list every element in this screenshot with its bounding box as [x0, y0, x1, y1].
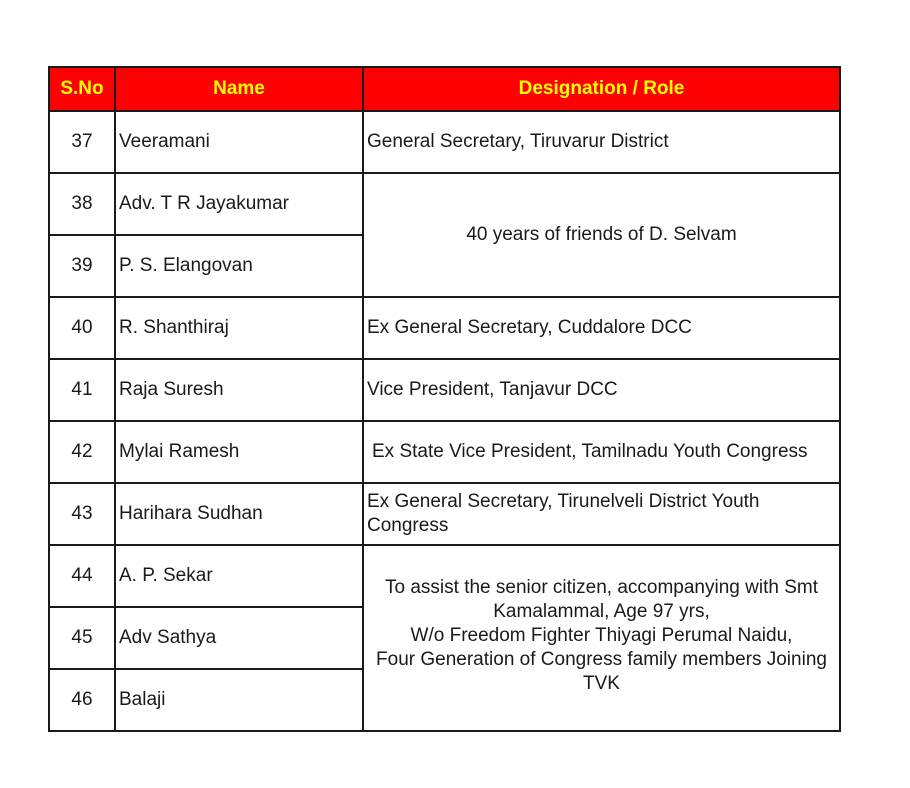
row-role-merged: 40 years of friends of D. Selvam [363, 173, 840, 297]
table-row [49, 483, 840, 545]
row-role: Ex General Secretary, Tirunelveli District Youth Congress [363, 483, 840, 545]
row-name: Raja Suresh [115, 359, 363, 421]
members-table [48, 66, 841, 732]
column-header-role: Designation / Role [363, 67, 840, 111]
row-sno: 46 [49, 669, 115, 731]
row-name: Adv. T R Jayakumar [115, 173, 363, 235]
row-sno: 42 [49, 421, 115, 483]
row-sno: 38 [49, 173, 115, 235]
table-row [49, 297, 840, 359]
column-header-sno: S.No [49, 67, 115, 111]
table-row [49, 421, 840, 483]
row-role: Ex General Secretary, Cuddalore DCC [363, 297, 840, 359]
table-row [49, 359, 840, 421]
row-sno: 41 [49, 359, 115, 421]
table-header-row [49, 67, 840, 111]
row-sno: 44 [49, 545, 115, 607]
role-line: W/o Freedom Fighter Thiyagi Perumal Naidu, [410, 625, 793, 646]
role-line: To assist the senior citizen, accompanying with Smt [385, 577, 818, 598]
role-line: Kamalammal, Age 97 yrs, [493, 601, 710, 622]
row-role: General Secretary, Tiruvarur District [363, 111, 840, 173]
column-header-name: Name [115, 67, 363, 111]
role-line: TVK [583, 673, 620, 694]
row-sno: 39 [49, 235, 115, 297]
table-row [49, 111, 840, 173]
row-name: P. S. Elangovan [115, 235, 363, 297]
row-name: Veeramani [115, 111, 363, 173]
row-role: Vice President, Tanjavur DCC [363, 359, 840, 421]
row-role: Ex State Vice President, Tamilnadu Youth Congress [363, 421, 840, 483]
row-role-merged [363, 545, 840, 731]
row-sno: 45 [49, 607, 115, 669]
row-sno: 40 [49, 297, 115, 359]
row-name: Harihara Sudhan [115, 483, 363, 545]
row-sno: 43 [49, 483, 115, 545]
table-row [49, 173, 840, 235]
table-row [49, 545, 840, 607]
row-name: Mylai Ramesh [115, 421, 363, 483]
row-name: R. Shanthiraj [115, 297, 363, 359]
row-name: Balaji [115, 669, 363, 731]
row-name: Adv Sathya [115, 607, 363, 669]
role-line: Four Generation of Congress family members Joining [376, 649, 827, 670]
row-name: A. P. Sekar [115, 545, 363, 607]
row-sno: 37 [49, 111, 115, 173]
